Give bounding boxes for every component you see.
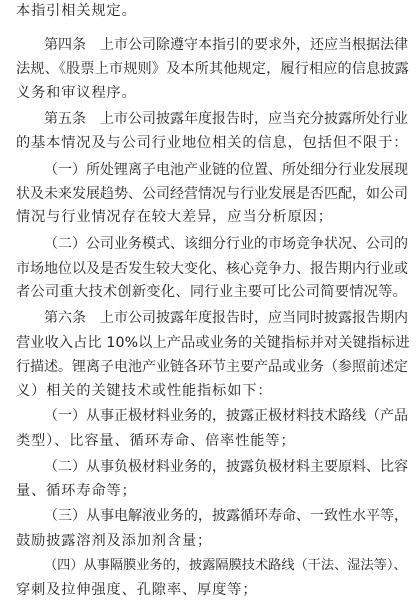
text-line: 情况与行业情况存在较大差异，应当分析原因；: [16, 209, 333, 226]
text-line: 义务和审议程序。: [16, 85, 137, 102]
text-line: 行描述。锂离子电池产业链各环节主要产品或业务（参照前述定: [16, 358, 408, 375]
clause-item-line: （二）公司业务模式、该细分行业的市场竞争状况、公司的: [44, 236, 408, 253]
article-6-heading-line: 第六条 上市公司披露年度报告时，应当同时披露报告期内: [44, 310, 408, 327]
text-line: 法规、《股票上市规则》及本所其他规定，履行相应的信息披露: [16, 60, 409, 77]
text-line: 类型）、比容量、循环寿命、倍率性能等；: [16, 432, 296, 449]
text-line: 鼓励披露溶剂及添加剂含量；: [16, 532, 213, 549]
text-line: 本指引相关规定。: [16, 2, 137, 19]
clause-item-line: （二）从事负极材料业务的，披露负极材料主要原料、比容: [44, 458, 408, 475]
text-line: 市场地位以及是否发生较大变化、核心竞争力、报告期内行业或: [16, 260, 408, 277]
text-line: 营业收入占比 10%以上产品或业务的关键指标并对关键指标进: [16, 334, 410, 351]
text-line: 者公司重大技术创新变化、同行业主要可比公司简要情况等。: [16, 284, 408, 301]
clause-item-line: （四）从事隔膜业务的，披露隔膜技术路线（干法、湿法等）、: [44, 557, 407, 573]
article-4-heading-line: 第四条 上市公司除遵守本指引的要求外，还应当根据法律: [44, 37, 408, 54]
clause-item-line: （三）从事电解液业务的，披露循环寿命、一致性水平等，: [44, 508, 408, 525]
clause-item-line: （一）所处锂离子电池产业链的位置、所处细分行业发展现: [44, 161, 408, 178]
text-line: 的基本情况及与公司行业地位相关的信息，包括但不限于：: [16, 134, 409, 151]
text-line: 穿刺及拉伸强度、孔隙率、厚度等；: [16, 582, 258, 599]
text-line: 状及未来发展趋势、公司经营情况与行业发展是否匹配，如公司: [16, 186, 408, 202]
article-5-heading-line: 第五条 上市公司披露年度报告时，应当充分披露所处行业: [44, 111, 408, 128]
clause-item-line: （一）从事正极材料业务的，披露正极材料技术路线（产品: [44, 408, 408, 425]
text-line: 义）相关的关键技术或性能指标如下：: [16, 383, 273, 400]
text-line: 量、循环寿命等；: [16, 483, 137, 500]
